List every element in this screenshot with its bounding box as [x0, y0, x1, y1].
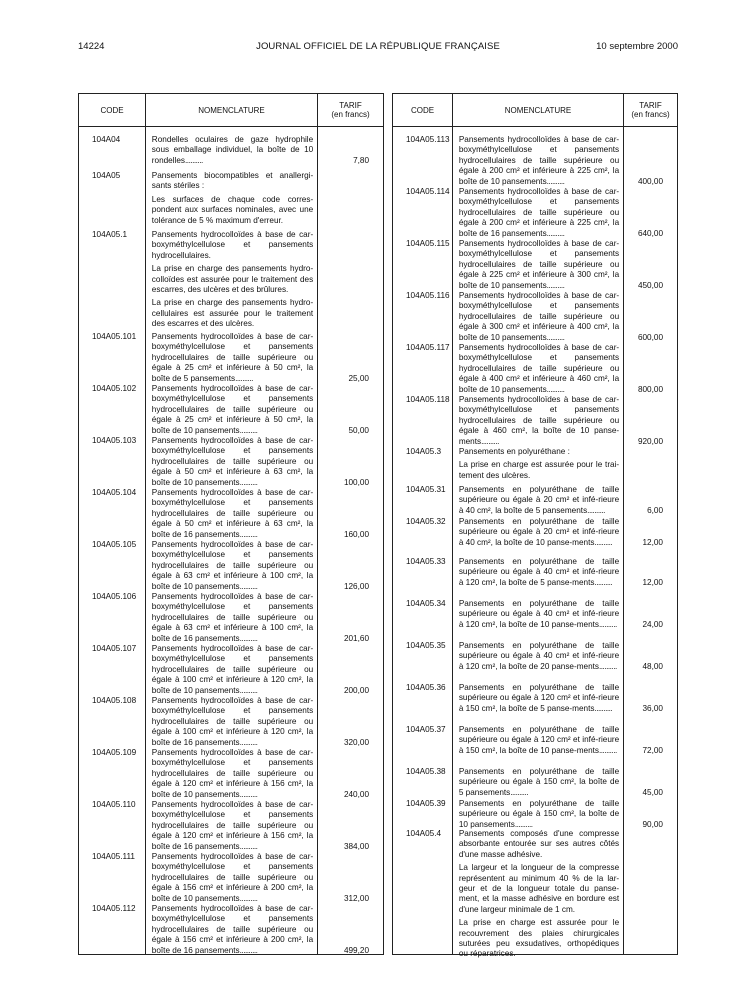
product-description: [146, 384, 317, 436]
product-description: [453, 187, 623, 239]
table-row: [393, 447, 677, 481]
leader-dots: ..........: [481, 436, 499, 446]
tarif-value: 12,00: [642, 537, 663, 547]
description-text: Pansements en polyuréthane de taille supérieure ou égale à 120 cm² et infé-rieure à 150 cm², la boîte de 10 panse-ments: [458, 725, 620, 755]
tarif-value: 25,00: [348, 373, 369, 383]
product-description: [146, 171, 317, 226]
product-description: [453, 683, 623, 714]
product-description: [146, 800, 317, 852]
column-header-nomenclature: NOMENCLATURE: [146, 94, 318, 127]
table-row: [393, 135, 677, 187]
description-text: Pansements en polyuréthane de taille supérieure ou égale à 150 cm², la boîte de 10 pansements: [458, 799, 620, 829]
description-text: Pansements hydrocolloïdes à base de car-boxyméthylcellulose et pansements hydrocellulaires de taille supérieure ou égale à 100 cm² et inférieure à 120 cm², la boîte de 16 pansements: [151, 696, 314, 747]
table-row: [79, 592, 383, 644]
tarif-value: 126,00: [343, 581, 369, 591]
product-code: 104A05.109: [92, 748, 137, 757]
product-description: [453, 135, 623, 187]
leader-dots: ..........: [239, 893, 258, 903]
product-description: [453, 799, 623, 830]
leader-dots: ..........: [239, 529, 258, 539]
leader-dots: ..........: [599, 661, 617, 671]
product-code: 104A05.112: [92, 904, 136, 913]
description-text: Pansements hydrocolloïdes à base de car-boxyméthylcellulose et pansements hydrocellulaires de taille supérieure ou égale à 200 cm² et inférieure à 225 cm², la boîte de 10 pansements: [458, 135, 620, 186]
tarif-value: 240,00: [343, 789, 369, 799]
description-text: Pansements hydrocolloïdes à base de car-boxyméthylcellulose et pansements hydrocellulaires de taille supérieure ou égale à 63 cm² et inférieure à 100 cm², la boîte de 10 pansements: [151, 540, 314, 591]
table-row: [79, 135, 383, 166]
tarif-value: 640,00: [637, 228, 663, 238]
product-code: 104A05.113: [406, 135, 450, 144]
tarif-value: 160,00: [343, 529, 369, 539]
product-code: 104A05.36: [406, 683, 446, 692]
tarif-label: TARIF: [639, 101, 662, 110]
leader-dots: ..........: [239, 633, 258, 643]
table-row: [79, 696, 383, 748]
product-code: 104A05.34: [406, 599, 446, 608]
description-text: Pansements hydrocolloïdes à base de car-boxyméthylcellulose et pansements hydrocellulaires de taille supérieure ou égale à 225 cm² et inférieure à 300 cm², la boîte de 10 pansements: [458, 239, 620, 290]
description-text: Pansements en polyuréthane de taille supérieure ou égale à 40 cm² et infé-rieure à 120 cm², la boîte de 10 panse-ments: [458, 599, 620, 629]
description-text: Pansements hydrocolloïdes à base de car-boxyméthylcellulose et pansements hydrocellulaires de taille supérieure ou égale à 25 cm² et inférieure à 50 cm², la boîte de 5 pansements: [151, 332, 314, 383]
tarif-value: 36,00: [642, 703, 663, 713]
product-code: 104A05.33: [406, 557, 446, 566]
description-text: Pansements hydrocolloïdes à base de car-boxyméthylcellulose et pansements hydrocellulaires de taille supérieure ou égale à 200 cm² et inférieure à 225 cm², la boîte de 16 pansements: [458, 187, 620, 238]
leader-dots: ..........: [510, 787, 528, 797]
leader-dots: ..........: [594, 703, 613, 713]
leader-dots: ..........: [514, 819, 533, 829]
description-note: La prise en charge des pansements hydro-colloïdes est assurée pour le traitement des escarres, des ulcères et des brûlures.: [151, 264, 314, 295]
product-code: 104A05.116: [406, 291, 450, 300]
description-text: Pansements hydrocolloïdes à base de car-boxyméthylcellulose et pansements hydrocellulaires de taille supérieure ou égale à 156 cm² et inférieure à 200 cm², la boîte de 10 pansements: [151, 852, 314, 903]
product-description: [453, 239, 623, 291]
tarif-value: 45,00: [642, 787, 663, 797]
description-text: Pansements en polyuréthane de taille supérieure ou égale à 20 cm² et infé-rieure à 40 cm², la boîte de 10 panse-ments: [458, 517, 620, 547]
description-text: Pansements hydrocolloïdes à base de car-boxyméthylcellulose et pansements hydrocellulaires de taille supérieure ou égale à 63 cm² et inférieure à 100 cm², la boîte de 16 pansements: [151, 592, 314, 643]
description-text: Pansements hydrocolloïdes à base de car-boxyméthylcellulose et pansements hydrocellulaires de taille supérieure ou égale à 25 cm² et inférieure à 50 cm², la boîte de 10 pansements: [151, 384, 314, 435]
column-header-nomenclature: NOMENCLATURE: [453, 94, 624, 127]
description-text: Pansements en polyuréthane de taille supérieure ou égale à 120 cm² et infé-rieure à 150 cm², la boîte de 5 panse-ments: [458, 683, 620, 713]
product-description: [453, 767, 623, 798]
table-header-row: [79, 94, 384, 127]
product-description: [453, 485, 623, 516]
product-description: [146, 592, 317, 644]
table-row: [79, 332, 383, 384]
product-code: 104A05.38: [406, 767, 446, 776]
description-text: Pansements en polyuréthane de taille supérieure ou égale à 20 cm² et infé-rieure à 40 cm², la boîte de 5 pansements: [458, 485, 620, 515]
leader-dots: ..........: [239, 945, 258, 955]
table-row: [79, 488, 383, 540]
leader-dots: ..........: [235, 373, 253, 383]
column-header-tarif: [318, 94, 384, 127]
leader-dots: ..........: [239, 425, 258, 435]
description-text: Pansements hydrocolloïdes à base de car-boxyméthylcellulose et pansements hydrocellulaires de taille supérieure ou égale à 50 cm² et inférieure à 63 cm², la boîte de 10 pansements: [151, 436, 314, 487]
table-row: [79, 904, 383, 956]
tariff-table-right: [392, 93, 678, 959]
product-description: [453, 291, 623, 343]
tarif-value: 48,00: [642, 661, 663, 671]
table-row: [79, 540, 383, 592]
product-description: [453, 517, 623, 548]
description-text: Pansements hydrocolloïdes à base de car-boxyméthylcellulose et pansements hydrocellulaires de taille supérieure ou égale à 100 cm² et inférieure à 120 cm², la boîte de 10 pansements: [151, 644, 314, 695]
tarif-value: 100,00: [343, 477, 369, 487]
product-code: 104A05.35: [406, 641, 446, 650]
description-text: Pansements hydrocolloïdes à base de car-boxyméthylcellulose et pansements hydrocellulaires.: [151, 230, 314, 260]
tarif-value: 600,00: [637, 332, 663, 342]
description-text: Pansements hydrocolloïdes à base de car-boxyméthylcellulose et pansements hydrocellulaires de taille supérieure ou égale à 300 cm² et inférieure à 400 cm², la boîte de 10 pansements: [458, 291, 620, 342]
product-description: [146, 904, 317, 956]
product-code: 104A05.101: [92, 332, 137, 341]
page-number: 14224: [78, 41, 105, 52]
description-note: La prise en charge est assurée pour le recouvrement des plaies chirurgicales suturées peu exsudatives, orthopédiques ou réparatrices.: [458, 918, 620, 959]
description-text: Pansements composés d'une compresse absorbante entourée sur ses autres côtés d'une masse adhésive.: [458, 829, 620, 859]
description-text: Pansements hydrocolloïdes à base de car-boxyméthylcellulose et pansements hydrocellulaires de taille supérieure ou égale à 120 cm² et inférieure à 156 cm², la boîte de 10 pansements: [151, 748, 314, 799]
product-description: [146, 230, 317, 330]
product-code: 104A05.39: [406, 799, 446, 808]
product-description: [146, 540, 317, 592]
product-code: 104A05.105: [92, 540, 137, 549]
table-row: [393, 395, 677, 447]
table-row: [393, 599, 677, 630]
table-row: [393, 799, 677, 830]
table-row: [79, 852, 383, 904]
tarif-value: 384,00: [343, 841, 369, 851]
product-code: 104A05.3: [406, 447, 442, 456]
description-text: Pansements en polyuréthane de taille supérieure ou égale à 150 cm², la boîte de 5 pansements: [458, 767, 620, 797]
leader-dots: ..........: [239, 581, 258, 591]
table-row: [79, 384, 383, 436]
table-row: [393, 239, 677, 291]
product-code: 104A05.104: [92, 488, 137, 497]
description-note: La largeur et la longueur de la compresse représentent au minimum 40 % de la lar-geur et de la longueur totale du panse-ment, et la masse adhésive en bordure est d'une largeur minimale de 1 cm.: [458, 863, 620, 914]
product-code: 104A05.1: [92, 230, 128, 239]
tarif-value: 400,00: [637, 176, 663, 186]
tarif-value: 90,00: [642, 819, 663, 829]
product-description: [146, 436, 317, 488]
leader-dots: ..........: [587, 505, 605, 515]
product-description: [453, 557, 623, 588]
table-row: [393, 641, 677, 672]
table-row: [79, 800, 383, 852]
table-row: [79, 230, 383, 330]
leader-dots: ..........: [599, 745, 617, 755]
product-description: [146, 852, 317, 904]
right-entries: [393, 127, 677, 959]
product-code: 104A05.115: [406, 239, 450, 248]
leader-dots: ..........: [185, 155, 203, 165]
journal-title: JOURNAL OFFICIEL DE LA RÉPUBLIQUE FRANÇAISE: [256, 41, 500, 52]
product-code: 104A05.110: [92, 800, 136, 809]
tarif-value: 7,80: [353, 155, 369, 165]
table-row: [393, 829, 677, 960]
product-code: 104A05.32: [406, 517, 446, 526]
table-row: [393, 683, 677, 714]
product-code: 104A05.37: [406, 725, 446, 734]
product-description: [453, 447, 623, 481]
table-row: [79, 748, 383, 800]
table-row: [79, 436, 383, 488]
leader-dots: ..........: [594, 577, 613, 587]
tarif-value: 450,00: [637, 280, 663, 290]
table-row: [393, 517, 677, 548]
table-body-row: [79, 127, 384, 955]
description-note: Les surfaces de chaque code corres-pondent aux surfaces nominales, avec une tolérance de 5 % maximum d'erreur.: [151, 194, 314, 225]
product-code: 104A05.106: [92, 592, 137, 601]
description-text: Pansements hydrocolloïdes à base de car-boxyméthylcellulose et pansements hydrocellulaires de taille supérieure ou égale à 156 cm² et inférieure à 200 cm², la boîte de 16 pansements: [151, 904, 314, 955]
tarif-value: 320,00: [343, 737, 369, 747]
product-code: 104A05.103: [92, 436, 137, 445]
tarif-unit: (en francs): [331, 110, 370, 119]
tarif-unit: (en francs): [631, 110, 670, 119]
tariff-table-left: [78, 93, 384, 955]
product-code: 104A05.107: [92, 644, 137, 653]
product-code: 104A05.117: [406, 343, 450, 352]
product-description: [146, 644, 317, 696]
table-row: [79, 644, 383, 696]
product-code: 104A05.118: [406, 395, 450, 404]
tarif-value: 201,60: [343, 633, 369, 643]
page-header: [78, 40, 678, 54]
product-code: 104A05: [92, 171, 121, 180]
table-header-row: [393, 94, 678, 127]
table-row: [393, 485, 677, 516]
product-code: 104A05.102: [92, 384, 137, 393]
leader-dots: ..........: [546, 332, 565, 342]
product-description: [146, 748, 317, 800]
product-description: [146, 488, 317, 540]
product-description: [453, 599, 623, 630]
left-entries: [79, 127, 383, 954]
description-text: Rondelles oculaires de gaze hydrophile sous emballage individuel, la boîte de 10 rondelles: [151, 135, 314, 165]
tarif-value: 920,00: [637, 436, 663, 446]
description-text: Pansements en polyuréthane :: [458, 447, 570, 456]
column-header-code: CODE: [393, 94, 453, 127]
description-text: Pansements hydrocolloïdes à base de car-boxyméthylcellulose et pansements hydrocellulaires de taille supérieure ou égale à 120 cm² et inférieure à 156 cm², la boîte de 16 pansements: [151, 800, 314, 851]
product-description: [453, 343, 623, 395]
tarif-value: 50,00: [348, 425, 369, 435]
table-row: [393, 725, 677, 756]
leader-dots: ..........: [546, 384, 565, 394]
description-text: Pansements en polyuréthane de taille supérieure ou égale à 40 cm² et infé-rieure à 120 cm², la boîte de 5 panse-ments: [458, 557, 620, 587]
table-row: [393, 343, 677, 395]
product-code: 104A05.114: [406, 187, 450, 196]
tarif-value: 24,00: [642, 619, 663, 629]
product-code: 104A05.4: [406, 829, 442, 838]
description-text: Pansements hydrocolloïdes à base de car-boxyméthylcellulose et pansements hydrocellulaires de taille supérieure ou égale à 400 cm² et inférieure à 460 cm², la boîte de 10 pansements: [458, 343, 620, 394]
product-code: 104A04: [92, 135, 121, 144]
tarif-value: 72,00: [642, 745, 663, 755]
product-description: [146, 332, 317, 384]
product-description: [453, 641, 623, 672]
table-row: [393, 557, 677, 588]
description-text: Pansements en polyuréthane de taille supérieure ou égale à 40 cm² et infé-rieure à 120 cm², la boîte de 20 panse-ments: [458, 641, 620, 671]
tarif-value: 499,20: [343, 945, 369, 955]
leader-dots: ..........: [599, 619, 617, 629]
product-description: [453, 725, 623, 756]
table-row: [393, 291, 677, 343]
tarif-value: 6,00: [647, 505, 663, 515]
leader-dots: ..........: [594, 537, 613, 547]
tarif-value: 12,00: [642, 577, 663, 587]
table-body-row: [393, 127, 678, 955]
product-description: [146, 696, 317, 748]
description-text: Pansements hydrocolloïdes à base de car-boxyméthylcellulose et pansements hydrocellulaires de taille supérieure ou égale à 50 cm² et inférieure à 63 cm², la boîte de 16 pansements: [151, 488, 314, 539]
tarif-value: 800,00: [637, 384, 663, 394]
leader-dots: ..........: [239, 789, 258, 799]
leader-dots: ..........: [239, 685, 258, 695]
product-description: [146, 135, 317, 166]
leader-dots: ..........: [239, 477, 258, 487]
issue-date: 10 septembre 2000: [596, 41, 678, 52]
column-header-tarif: [624, 94, 678, 127]
tarif-value: 200,00: [343, 685, 369, 695]
leader-dots: ..........: [546, 176, 565, 186]
description-note: La prise en charge est assurée pour le trai-tement des ulcères.: [458, 460, 620, 480]
table-row: [393, 767, 677, 798]
leader-dots: ..........: [546, 280, 565, 290]
product-code: 104A05.108: [92, 696, 137, 705]
column-header-code: CODE: [79, 94, 146, 127]
table-row: [393, 187, 677, 239]
product-description: [453, 829, 623, 960]
leader-dots: ..........: [239, 841, 258, 851]
tarif-value: 312,00: [343, 893, 369, 903]
description-note: La prise en charge des pansements hydro-cellulaires est assurée pour le traitement des escarres et des ulcères.: [151, 298, 314, 329]
description-text: Pansements hydrocolloïdes à base de car-boxyméthylcellulose et pansements hydrocellulaires de taille supérieure ou égale à 460 cm², la boîte de 10 panse-ments: [458, 395, 620, 446]
product-code: 104A05.31: [406, 485, 446, 494]
description-text: Pansements biocompatibles et anallergi-sants stériles :: [151, 171, 314, 191]
product-code: 104A05.111: [92, 852, 135, 861]
product-description: [453, 395, 623, 447]
table-row: [79, 171, 383, 226]
leader-dots: ..........: [546, 228, 565, 238]
leader-dots: ..........: [239, 737, 258, 747]
tarif-label: TARIF: [339, 101, 362, 110]
